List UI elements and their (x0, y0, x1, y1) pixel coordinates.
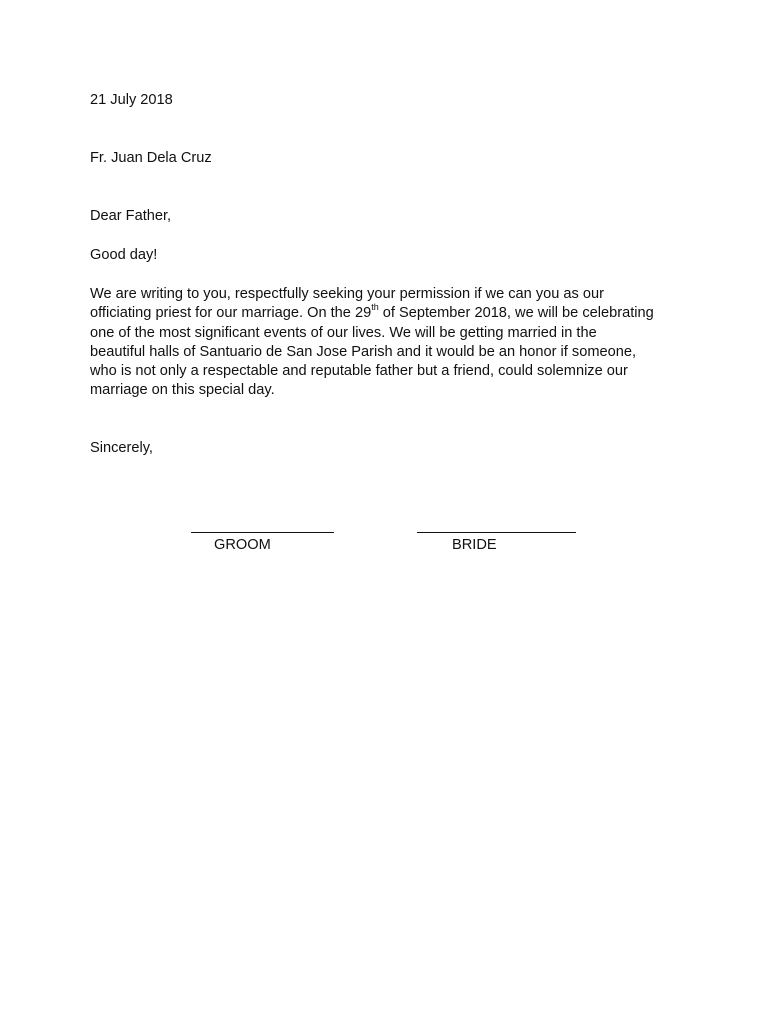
salutation: Dear Father, (90, 208, 172, 224)
bride-signature-line (417, 532, 576, 533)
closing: Sincerely, (90, 440, 153, 456)
body-text: of September 2018, we will be celebrating (378, 305, 654, 322)
body-line: who is not only a respectable and reputable father but a friend, could solemnize our (90, 363, 628, 380)
body-line: one of the most significant events of our lives. We will be getting married in the (90, 324, 597, 341)
groom-label: GROOM (214, 537, 271, 553)
greeting: Good day! (90, 247, 158, 263)
body-line: beautiful halls of Santuario de San Jose Parish and it would be an honor if someone, (90, 343, 636, 360)
recipient-name: Fr. Juan Dela Cruz (90, 150, 212, 166)
ordinal-suffix: th (371, 302, 379, 313)
body-line: marriage on this special day. (90, 382, 275, 399)
letter-date: 21 July 2018 (90, 92, 173, 108)
groom-signature-line (191, 532, 334, 533)
body-line: We are writing to you, respectfully seeking your permission if we can you as our (90, 286, 604, 302)
body-line (90, 304, 690, 323)
bride-label: BRIDE (452, 537, 497, 553)
letter-body (90, 285, 690, 401)
body-text: officiating priest for our marriage. On the 29 (90, 305, 372, 322)
